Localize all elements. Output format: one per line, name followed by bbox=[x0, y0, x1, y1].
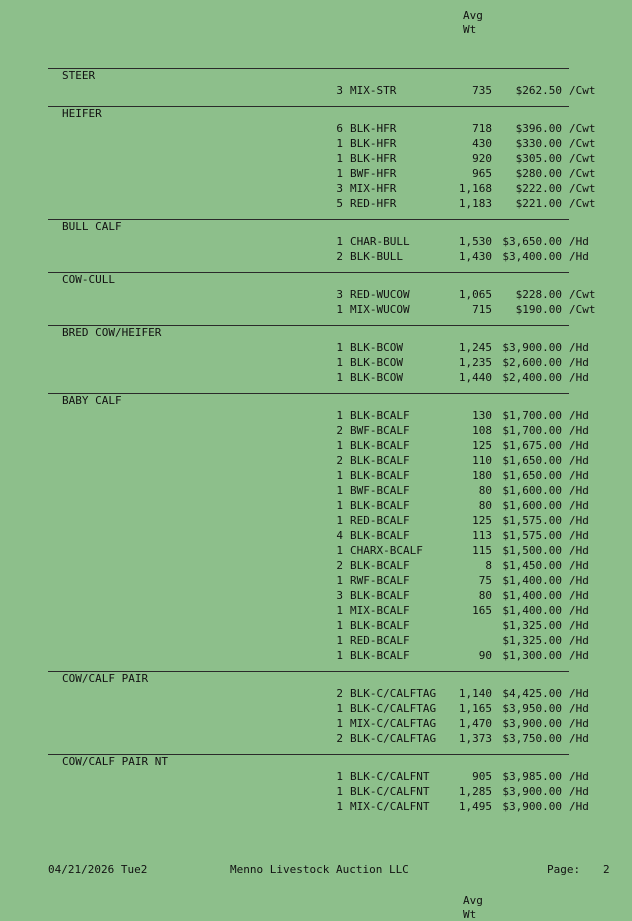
section-divider bbox=[48, 219, 569, 220]
row-description: BLK-BCALF bbox=[350, 469, 410, 482]
row-price: $1,400.00 bbox=[502, 604, 562, 617]
row-avg-weight: 920 bbox=[472, 152, 492, 165]
row-unit: /Hd bbox=[569, 341, 589, 354]
row-head-count: 1 bbox=[336, 574, 343, 587]
row-price: $305.00 bbox=[515, 152, 562, 165]
section-title: BABY CALF bbox=[62, 394, 122, 407]
row-price: $1,400.00 bbox=[502, 589, 562, 602]
section-title: HEIFER bbox=[62, 107, 102, 120]
section-divider bbox=[48, 272, 569, 273]
row-avg-weight: 1,285 bbox=[458, 785, 492, 798]
row-avg-weight: 110 bbox=[472, 454, 492, 467]
row-price: $1,325.00 bbox=[502, 634, 562, 647]
row-price: $3,900.00 bbox=[502, 785, 562, 798]
row-head-count: 1 bbox=[336, 341, 343, 354]
row-head-count: 2 bbox=[336, 687, 343, 700]
row-price: $1,500.00 bbox=[502, 544, 562, 557]
row-price: $3,400.00 bbox=[502, 250, 562, 263]
row-description: RWF-BCALF bbox=[350, 574, 410, 587]
row-description: RED-BCALF bbox=[350, 514, 410, 527]
row-description: BLK-BCALF bbox=[350, 619, 410, 632]
row-avg-weight: 165 bbox=[472, 604, 492, 617]
row-unit: /Hd bbox=[569, 484, 589, 497]
row-unit: /Hd bbox=[569, 529, 589, 542]
row-description: RED-WUCOW bbox=[350, 288, 410, 301]
row-description: BLK-C/CALFTAG bbox=[350, 687, 437, 700]
section-divider bbox=[48, 68, 569, 69]
row-unit: /Hd bbox=[569, 454, 589, 467]
row-head-count: 1 bbox=[336, 499, 343, 512]
row-price: $1,700.00 bbox=[502, 424, 562, 437]
row-head-count: 1 bbox=[336, 137, 343, 150]
row-price: $1,575.00 bbox=[502, 529, 562, 542]
row-description: BLK-BCALF bbox=[350, 409, 410, 422]
row-description: RED-BCALF bbox=[350, 634, 410, 647]
page-label: Page: bbox=[547, 863, 581, 876]
row-head-count: 1 bbox=[336, 514, 343, 527]
row-avg-weight: 715 bbox=[472, 303, 492, 316]
row-price: $3,985.00 bbox=[502, 770, 562, 783]
row-avg-weight: 1,430 bbox=[458, 250, 492, 263]
row-unit: /Hd bbox=[569, 544, 589, 557]
row-head-count: 1 bbox=[336, 702, 343, 715]
row-avg-weight: 1,245 bbox=[458, 341, 492, 354]
row-avg-weight: 1,183 bbox=[458, 197, 492, 210]
row-price: $1,450.00 bbox=[502, 559, 562, 572]
row-price: $1,600.00 bbox=[502, 499, 562, 512]
row-price: $228.00 bbox=[515, 288, 562, 301]
row-avg-weight: 113 bbox=[472, 529, 492, 542]
row-unit: /Hd bbox=[569, 371, 589, 384]
row-description: BLK-C/CALFNT bbox=[350, 770, 430, 783]
row-head-count: 1 bbox=[336, 469, 343, 482]
row-head-count: 5 bbox=[336, 197, 343, 210]
row-head-count: 4 bbox=[336, 529, 343, 542]
next-wt-header: Wt bbox=[463, 908, 477, 921]
row-avg-weight: 1,470 bbox=[458, 717, 492, 730]
report-date: 04/21/2026 Tue2 bbox=[48, 863, 148, 876]
row-head-count: 2 bbox=[336, 732, 343, 745]
row-price: $1,300.00 bbox=[502, 649, 562, 662]
row-description: BLK-BCALF bbox=[350, 439, 410, 452]
row-description: MIX-WUCOW bbox=[350, 303, 410, 316]
row-avg-weight: 90 bbox=[478, 649, 492, 662]
row-description: BLK-BCALF bbox=[350, 499, 410, 512]
row-price: $222.00 bbox=[515, 182, 562, 195]
section-divider bbox=[48, 106, 569, 107]
row-avg-weight: 1,235 bbox=[458, 356, 492, 369]
row-price: $2,400.00 bbox=[502, 371, 562, 384]
row-price: $330.00 bbox=[515, 137, 562, 150]
row-description: BLK-BCOW bbox=[350, 371, 403, 384]
row-head-count: 6 bbox=[336, 122, 343, 135]
row-price: $262.50 bbox=[515, 84, 562, 97]
row-avg-weight: 1,530 bbox=[458, 235, 492, 248]
row-head-count: 2 bbox=[336, 559, 343, 572]
row-unit: /Cwt bbox=[569, 84, 596, 97]
row-avg-weight: 905 bbox=[472, 770, 492, 783]
row-unit: /Hd bbox=[569, 702, 589, 715]
row-unit: /Hd bbox=[569, 469, 589, 482]
row-description: BLK-BCALF bbox=[350, 559, 410, 572]
row-head-count: 1 bbox=[336, 356, 343, 369]
row-head-count: 1 bbox=[336, 303, 343, 316]
row-description: BLK-BCALF bbox=[350, 529, 410, 542]
row-price: $221.00 bbox=[515, 197, 562, 210]
row-avg-weight: 130 bbox=[472, 409, 492, 422]
row-unit: /Hd bbox=[569, 604, 589, 617]
row-price: $3,950.00 bbox=[502, 702, 562, 715]
row-unit: /Hd bbox=[569, 732, 589, 745]
section-title: COW/CALF PAIR bbox=[62, 672, 149, 685]
row-description: MIX-BCALF bbox=[350, 604, 410, 617]
row-avg-weight: 8 bbox=[485, 559, 492, 572]
row-description: BWF-HFR bbox=[350, 167, 397, 180]
row-price: $3,900.00 bbox=[502, 800, 562, 813]
row-description: BLK-BCALF bbox=[350, 589, 410, 602]
row-avg-weight: 1,440 bbox=[458, 371, 492, 384]
row-unit: /Cwt bbox=[569, 182, 596, 195]
row-price: $1,575.00 bbox=[502, 514, 562, 527]
row-description: CHARX-BCALF bbox=[350, 544, 423, 557]
row-price: $280.00 bbox=[515, 167, 562, 180]
row-head-count: 1 bbox=[336, 167, 343, 180]
row-unit: /Hd bbox=[569, 356, 589, 369]
row-avg-weight: 125 bbox=[472, 439, 492, 452]
row-avg-weight: 115 bbox=[472, 544, 492, 557]
section-divider bbox=[48, 393, 569, 394]
row-description: BLK-C/CALFTAG bbox=[350, 702, 437, 715]
row-description: BWF-BCALF bbox=[350, 424, 410, 437]
row-head-count: 1 bbox=[336, 484, 343, 497]
page-number: 2 bbox=[603, 863, 610, 876]
row-avg-weight: 80 bbox=[478, 589, 492, 602]
section-title: BRED COW/HEIFER bbox=[62, 326, 162, 339]
row-unit: /Hd bbox=[569, 770, 589, 783]
row-description: BLK-BULL bbox=[350, 250, 403, 263]
row-unit: /Hd bbox=[569, 687, 589, 700]
row-description: MIX-C/CALFTAG bbox=[350, 717, 437, 730]
row-head-count: 3 bbox=[336, 288, 343, 301]
row-unit: /Hd bbox=[569, 250, 589, 263]
row-price: $1,650.00 bbox=[502, 469, 562, 482]
row-head-count: 2 bbox=[336, 424, 343, 437]
row-head-count: 1 bbox=[336, 439, 343, 452]
row-avg-weight: 735 bbox=[472, 84, 492, 97]
row-description: BLK-HFR bbox=[350, 137, 397, 150]
row-unit: /Hd bbox=[569, 559, 589, 572]
row-price: $1,400.00 bbox=[502, 574, 562, 587]
row-head-count: 1 bbox=[336, 717, 343, 730]
avg-header: Avg bbox=[463, 9, 483, 22]
row-unit: /Hd bbox=[569, 574, 589, 587]
row-price: $1,700.00 bbox=[502, 409, 562, 422]
row-avg-weight: 108 bbox=[472, 424, 492, 437]
row-price: $396.00 bbox=[515, 122, 562, 135]
company-name: Menno Livestock Auction LLC bbox=[230, 863, 409, 876]
row-description: MIX-C/CALFNT bbox=[350, 800, 430, 813]
section-title: BULL CALF bbox=[62, 220, 122, 233]
row-description: MIX-HFR bbox=[350, 182, 397, 195]
row-unit: /Cwt bbox=[569, 167, 596, 180]
row-unit: /Hd bbox=[569, 619, 589, 632]
row-price: $4,425.00 bbox=[502, 687, 562, 700]
row-unit: /Hd bbox=[569, 409, 589, 422]
row-unit: /Hd bbox=[569, 514, 589, 527]
next-avg-header: Avg bbox=[463, 894, 483, 907]
row-avg-weight: 80 bbox=[478, 499, 492, 512]
row-unit: /Cwt bbox=[569, 303, 596, 316]
row-unit: /Cwt bbox=[569, 288, 596, 301]
row-avg-weight: 75 bbox=[478, 574, 492, 587]
row-unit: /Hd bbox=[569, 499, 589, 512]
row-head-count: 1 bbox=[336, 770, 343, 783]
row-head-count: 3 bbox=[336, 182, 343, 195]
row-avg-weight: 125 bbox=[472, 514, 492, 527]
row-unit: /Cwt bbox=[569, 137, 596, 150]
row-price: $2,600.00 bbox=[502, 356, 562, 369]
row-description: BLK-BCOW bbox=[350, 356, 403, 369]
row-price: $1,650.00 bbox=[502, 454, 562, 467]
row-unit: /Cwt bbox=[569, 197, 596, 210]
row-avg-weight: 430 bbox=[472, 137, 492, 150]
row-head-count: 1 bbox=[336, 152, 343, 165]
row-unit: /Hd bbox=[569, 785, 589, 798]
row-price: $1,600.00 bbox=[502, 484, 562, 497]
row-price: $1,675.00 bbox=[502, 439, 562, 452]
row-avg-weight: 1,373 bbox=[458, 732, 492, 745]
row-description: BLK-C/CALFTAG bbox=[350, 732, 437, 745]
row-unit: /Hd bbox=[569, 235, 589, 248]
row-unit: /Hd bbox=[569, 649, 589, 662]
row-description: BLK-C/CALFNT bbox=[350, 785, 430, 798]
row-head-count: 1 bbox=[336, 785, 343, 798]
row-head-count: 3 bbox=[336, 589, 343, 602]
wt-header: Wt bbox=[463, 23, 477, 36]
row-description: BLK-HFR bbox=[350, 122, 397, 135]
row-head-count: 2 bbox=[336, 454, 343, 467]
section-title: COW-CULL bbox=[62, 273, 115, 286]
row-price: $3,650.00 bbox=[502, 235, 562, 248]
row-avg-weight: 1,168 bbox=[458, 182, 492, 195]
section-title: COW/CALF PAIR NT bbox=[62, 755, 168, 768]
row-description: BLK-BCALF bbox=[350, 649, 410, 662]
row-head-count: 1 bbox=[336, 544, 343, 557]
row-head-count: 1 bbox=[336, 371, 343, 384]
row-price: $190.00 bbox=[515, 303, 562, 316]
row-avg-weight: 180 bbox=[472, 469, 492, 482]
row-unit: /Hd bbox=[569, 634, 589, 647]
row-unit: /Hd bbox=[569, 439, 589, 452]
row-avg-weight: 1,165 bbox=[458, 702, 492, 715]
row-unit: /Cwt bbox=[569, 122, 596, 135]
row-price: $3,900.00 bbox=[502, 341, 562, 354]
row-head-count: 1 bbox=[336, 649, 343, 662]
row-avg-weight: 1,065 bbox=[458, 288, 492, 301]
row-avg-weight: 1,495 bbox=[458, 800, 492, 813]
row-price: $1,325.00 bbox=[502, 619, 562, 632]
row-head-count: 1 bbox=[336, 409, 343, 422]
row-description: RED-HFR bbox=[350, 197, 397, 210]
row-description: CHAR-BULL bbox=[350, 235, 410, 248]
row-price: $3,900.00 bbox=[502, 717, 562, 730]
row-avg-weight: 965 bbox=[472, 167, 492, 180]
row-head-count: 1 bbox=[336, 619, 343, 632]
row-head-count: 2 bbox=[336, 250, 343, 263]
row-avg-weight: 80 bbox=[478, 484, 492, 497]
row-head-count: 3 bbox=[336, 84, 343, 97]
row-head-count: 1 bbox=[336, 235, 343, 248]
row-unit: /Hd bbox=[569, 717, 589, 730]
row-description: BLK-BCOW bbox=[350, 341, 403, 354]
row-description: BLK-HFR bbox=[350, 152, 397, 165]
row-description: BWF-BCALF bbox=[350, 484, 410, 497]
row-avg-weight: 718 bbox=[472, 122, 492, 135]
row-unit: /Hd bbox=[569, 424, 589, 437]
row-unit: /Hd bbox=[569, 800, 589, 813]
row-description: BLK-BCALF bbox=[350, 454, 410, 467]
row-unit: /Cwt bbox=[569, 152, 596, 165]
row-head-count: 1 bbox=[336, 800, 343, 813]
row-avg-weight: 1,140 bbox=[458, 687, 492, 700]
row-description: MIX-STR bbox=[350, 84, 397, 97]
row-head-count: 1 bbox=[336, 604, 343, 617]
row-head-count: 1 bbox=[336, 634, 343, 647]
row-price: $3,750.00 bbox=[502, 732, 562, 745]
row-unit: /Hd bbox=[569, 589, 589, 602]
section-title: STEER bbox=[62, 69, 96, 82]
